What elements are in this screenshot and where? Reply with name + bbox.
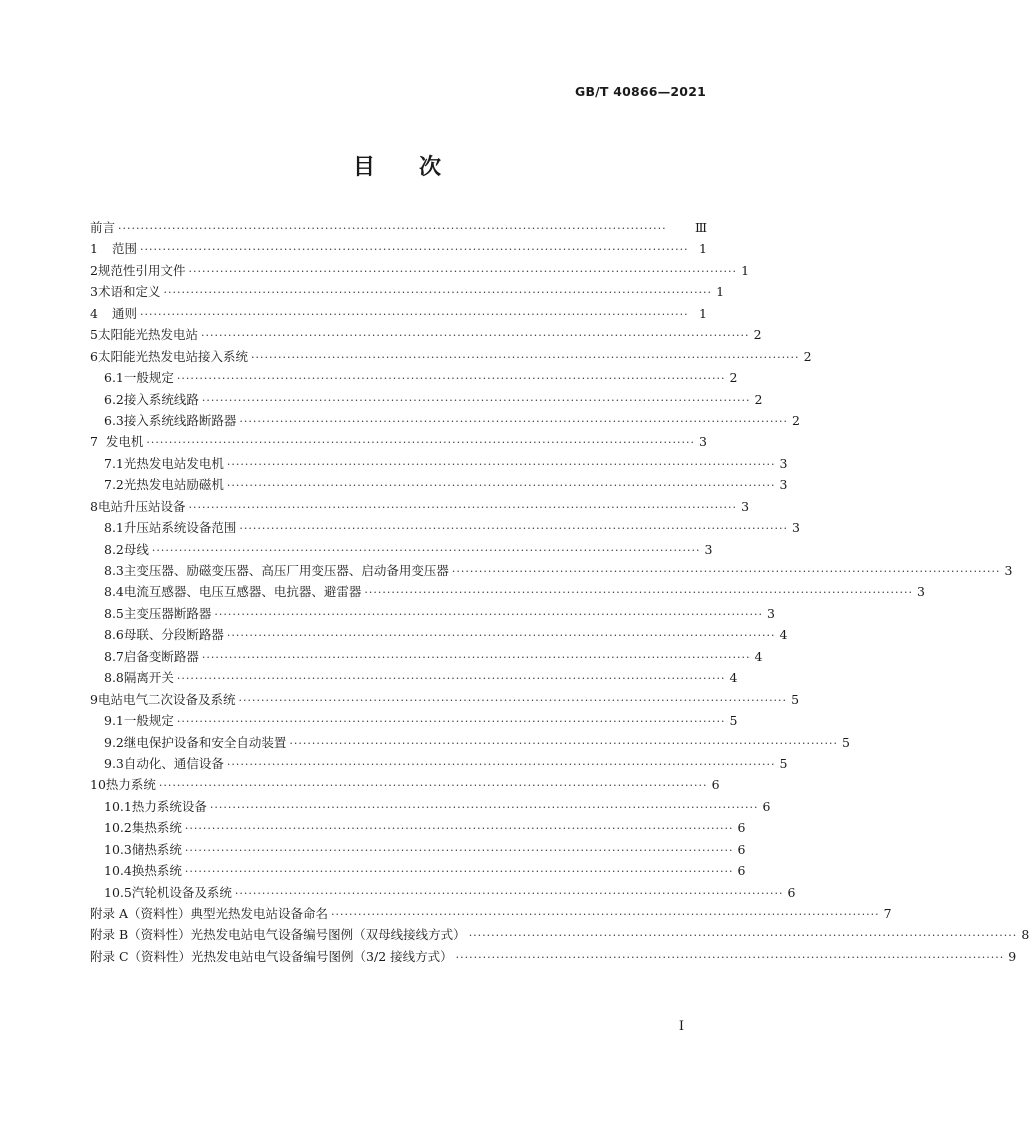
dot-leader: ·························································································································· <box>455 950 1005 964</box>
section-number: 10.4 <box>104 863 132 879</box>
dot-leader: ·························································································································· <box>239 522 788 536</box>
toc-entry-text: 范围 <box>112 241 138 257</box>
dot-leader: ·························································································································· <box>214 607 763 621</box>
toc-subentry[interactable] <box>90 474 788 495</box>
dot-leader: ·························································································································· <box>238 693 788 707</box>
toc-entry-text: 热力系统设备 <box>131 798 207 814</box>
toc-entry-text: 启备变断路器 <box>123 648 199 664</box>
toc-entry-text: 自动化、通信设备 <box>123 755 224 771</box>
dot-leader: ·························································································································· <box>209 800 759 814</box>
toc-subentry[interactable] <box>90 732 850 753</box>
dot-leader: ·························································································································· <box>176 715 726 729</box>
section-number: 10.1 <box>104 798 132 814</box>
toc-subentry[interactable] <box>90 581 925 602</box>
toc-page-number: 6 <box>787 884 796 900</box>
section-number: 8.6 <box>104 627 124 643</box>
toc-subentry[interactable] <box>90 753 788 774</box>
table-of-contents <box>90 217 1029 967</box>
toc-entry-text: 发电机 <box>105 434 144 450</box>
title-char-2: 次 <box>419 155 442 180</box>
toc-page-number: 8 <box>1021 927 1029 943</box>
page-title <box>0 150 794 181</box>
toc-page-number: 1 <box>741 262 750 278</box>
toc-subentry[interactable] <box>90 624 788 645</box>
dot-leader: ·························································································································· <box>188 500 738 514</box>
toc-entry-text: 太阳能光热发电站 <box>97 327 198 343</box>
section-number: 10.3 <box>104 841 132 857</box>
toc-page-number: 3 <box>767 605 775 621</box>
toc-entry-text: 电流互感器、电压互感器、电抗器、避雷器 <box>123 584 362 600</box>
toc-page-number: 4 <box>754 648 763 664</box>
dot-leader: ·························································································································· <box>451 565 1001 578</box>
toc-page-number: 2 <box>753 327 762 343</box>
toc-entry-text: 接入系统线路断路器 <box>123 412 237 428</box>
toc-page-number: 5 <box>791 691 800 707</box>
section-number: 9.1 <box>104 713 124 729</box>
appendix-label: 附录 B（资料性） <box>90 927 191 943</box>
appendix-label: 附录 C（资料性） <box>90 948 192 964</box>
toc-page-number: 3 <box>917 584 925 600</box>
dot-leader: ·························································································································· <box>140 243 689 257</box>
dot-leader: ·························································································································· <box>188 264 738 278</box>
section-number: 7 <box>90 434 98 450</box>
section-number: 1 <box>90 241 98 257</box>
dot-leader: ·························································································································· <box>226 757 776 771</box>
dot-leader: ·························································································································· <box>364 586 913 600</box>
toc-subentry[interactable] <box>90 860 746 881</box>
toc-entry-text: 汽轮机设备及系统 <box>131 884 232 900</box>
toc-page-number: 5 <box>729 713 738 729</box>
dot-leader: ·························································································································· <box>289 736 838 750</box>
toc-page-number: 3 <box>792 520 800 536</box>
section-number: 2 <box>90 262 98 278</box>
toc-page-number: 6 <box>737 863 746 879</box>
toc-page-number: 2 <box>754 391 763 407</box>
dot-leader: ·························································································································· <box>118 222 667 235</box>
standard-number: GB/T 40866—2021 <box>574 84 706 99</box>
section-number: 6 <box>90 348 98 364</box>
toc-entry-text: 母线 <box>123 541 149 557</box>
toc-page-number: 6 <box>737 841 746 857</box>
toc-entry[interactable] <box>90 324 762 345</box>
section-number: 7.2 <box>104 477 124 493</box>
toc-subentry[interactable] <box>90 667 738 688</box>
section-number: 6.3 <box>104 412 124 428</box>
toc-page-number: 6 <box>711 777 720 793</box>
toc-page-number: 4 <box>779 627 788 643</box>
toc-subentry[interactable] <box>90 817 746 838</box>
toc-subentry[interactable] <box>90 839 746 860</box>
dot-leader: ·························································································································· <box>151 543 701 557</box>
title-char-1: 目 <box>352 155 375 180</box>
toc-subentry[interactable] <box>90 796 771 817</box>
toc-entry-text: 电站电气二次设备及系统 <box>97 691 236 707</box>
section-number: 6.2 <box>104 391 124 407</box>
toc-page-number: 5 <box>779 755 788 771</box>
section-number: 10.2 <box>104 820 132 836</box>
toc-entry-text: 接入系统线路 <box>123 391 199 407</box>
toc-entry[interactable] <box>90 260 750 281</box>
toc-subentry[interactable] <box>90 882 796 903</box>
dot-leader: ·························································································································· <box>201 650 751 664</box>
toc-entry[interactable] <box>90 689 800 710</box>
toc-subentry[interactable] <box>90 453 788 474</box>
toc-page-number: 3 <box>699 434 707 450</box>
toc-entry-foreword[interactable] <box>90 217 707 238</box>
toc-page-number: 1 <box>699 241 707 257</box>
toc-entry[interactable] <box>90 431 707 452</box>
section-number: 9.3 <box>104 755 124 771</box>
section-number: 8.1 <box>104 520 124 536</box>
dot-leader: ·························································································································· <box>234 886 784 900</box>
dot-leader: ·························································································································· <box>226 629 776 643</box>
toc-entry[interactable] <box>90 238 707 259</box>
toc-entry-text: 热力系统 <box>105 777 156 793</box>
toc-entry-text: 母联、分段断路器 <box>123 627 224 643</box>
toc-entry-text: 一般规定 <box>123 713 174 729</box>
toc-page-number: 2 <box>803 348 812 364</box>
toc-page-number: 6 <box>762 798 771 814</box>
toc-subentry[interactable] <box>90 410 800 431</box>
dot-leader: ·························································································································· <box>200 329 750 343</box>
toc-entry-text: 隔离开关 <box>123 670 174 686</box>
toc-entry-text: 升压站系统设备范围 <box>123 520 237 536</box>
toc-entry-text: 术语和定义 <box>97 284 161 300</box>
dot-leader: ·························································································································· <box>239 414 788 428</box>
dot-leader: ·························································································································· <box>176 372 726 386</box>
toc-page-number: 2 <box>792 412 800 428</box>
toc-entry-text: 储热系统 <box>131 841 182 857</box>
toc-page-number: 9 <box>1008 948 1017 964</box>
toc-page-number: 7 <box>883 906 892 921</box>
toc-entry-text: 集热系统 <box>131 820 182 836</box>
toc-page-number: 5 <box>842 734 850 750</box>
dot-leader: ·························································································································· <box>226 479 776 493</box>
toc-entry-text: 规范性引用文件 <box>97 262 186 278</box>
section-number: 9.2 <box>104 734 124 750</box>
toc-entry-text: 太阳能光热发电站接入系统 <box>97 348 248 364</box>
toc-entry-text: 主变压器断路器 <box>123 605 212 621</box>
toc-entry[interactable] <box>90 346 812 367</box>
toc-appendix-entry[interactable] <box>90 903 892 924</box>
toc-subentry[interactable] <box>90 560 1013 581</box>
section-number: 10 <box>90 777 106 793</box>
toc-entry-text: 通则 <box>112 305 138 321</box>
toc-entry-text: 光热发电站电气设备编号图例（3/2 接线方式） <box>191 948 453 964</box>
section-number: 7.1 <box>104 455 124 471</box>
toc-page-number: 6 <box>737 820 746 836</box>
section-number: 8.2 <box>104 541 124 557</box>
toc-entry[interactable] <box>90 496 750 517</box>
section-number: 4 <box>90 305 98 321</box>
dot-leader: ·························································································································· <box>201 393 751 407</box>
section-number: 9 <box>90 691 98 707</box>
dot-leader: ·························································································································· <box>140 307 689 321</box>
dot-leader: ·························································································································· <box>250 350 800 364</box>
appendix-label: 附录 A（资料性） <box>90 906 191 921</box>
toc-entry-text: 光热发电站励磁机 <box>123 477 224 493</box>
dot-leader: ·························································································································· <box>184 822 734 836</box>
toc-page-number: 4 <box>729 670 738 686</box>
toc-page-number: Ⅲ <box>694 220 707 235</box>
toc-subentry[interactable] <box>90 646 763 667</box>
toc-entry[interactable] <box>90 281 725 302</box>
dot-leader: ·························································································································· <box>146 436 695 450</box>
toc-entry-text: 继电保护设备和安全自动装置 <box>123 734 287 750</box>
toc-page-number: 3 <box>779 455 788 471</box>
toc-entry-text: 换热系统 <box>131 863 182 879</box>
toc-subentry[interactable] <box>90 539 713 560</box>
toc-entry[interactable] <box>90 303 707 324</box>
section-number: 6.1 <box>104 370 124 386</box>
section-number: 8.8 <box>104 670 124 686</box>
toc-entry-text: 前言 <box>90 220 116 235</box>
toc-page-number: 3 <box>741 498 750 514</box>
toc-subentry[interactable] <box>90 389 763 410</box>
toc-page-number: 1 <box>716 284 725 300</box>
dot-leader: ·························································································································· <box>184 865 734 879</box>
toc-page-number: 3 <box>704 541 713 557</box>
toc-entry-text: 主变压器、励磁变压器、高压厂用变压器、启动备用变压器 <box>123 563 449 578</box>
toc-subentry[interactable] <box>90 710 738 731</box>
dot-leader: ·························································································································· <box>158 779 708 793</box>
toc-page-number: 1 <box>699 305 707 321</box>
section-number: 8.4 <box>104 584 124 600</box>
section-number: 8 <box>90 498 98 514</box>
toc-page-number: 3 <box>779 477 788 493</box>
section-number: 10.5 <box>104 884 132 900</box>
toc-subentry[interactable] <box>90 603 775 624</box>
toc-entry[interactable] <box>90 774 720 795</box>
section-number: 8.7 <box>104 648 124 664</box>
toc-subentry[interactable] <box>90 367 738 388</box>
toc-entry-text: 光热发电站发电机 <box>123 455 224 471</box>
section-number: 8.3 <box>104 563 124 578</box>
toc-page-number: 2 <box>729 370 738 386</box>
toc-appendix-entry[interactable] <box>90 924 1029 945</box>
toc-entry-text: 电站升压站设备 <box>97 498 186 514</box>
dot-leader: ·························································································································· <box>176 672 726 686</box>
section-number: 5 <box>90 327 98 343</box>
toc-entry-text: 光热发电站电气设备编号图例（双母线接线方式） <box>190 927 466 943</box>
footer-page-number: I <box>678 1019 684 1034</box>
toc-entry-text: 一般规定 <box>123 370 174 386</box>
section-number: 8.5 <box>104 605 124 621</box>
toc-appendix-entry[interactable] <box>90 946 1017 967</box>
section-number: 3 <box>90 284 98 300</box>
dot-leader: ·························································································································· <box>331 908 880 921</box>
dot-leader: ·························································································································· <box>468 929 1018 943</box>
dot-leader: ·························································································································· <box>226 457 776 471</box>
toc-subentry[interactable] <box>90 517 800 538</box>
dot-leader: ·························································································································· <box>184 843 734 857</box>
dot-leader: ·························································································································· <box>163 286 713 300</box>
toc-entry-text: 典型光热发电站设备命名 <box>190 906 329 921</box>
toc-page-number: 3 <box>1004 563 1013 578</box>
